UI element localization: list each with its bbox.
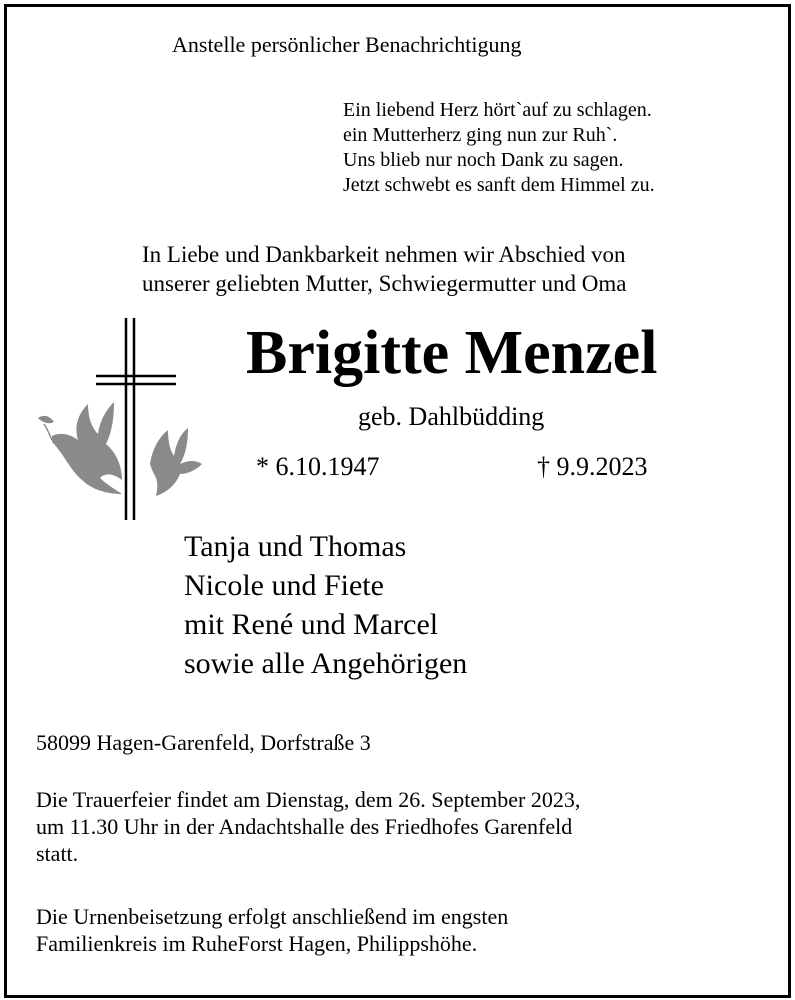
poem-line: Ein liebend Herz hört`auf zu schlagen. <box>343 99 652 121</box>
dove-icon <box>38 402 122 494</box>
deceased-name: Brigitte Menzel <box>246 319 658 387</box>
poem-line: ein Mutterherz ging nun zur Ruh`. <box>343 124 618 146</box>
burial-line: Die Urnenbeisetzung erfolgt anschließend im engsten <box>36 904 509 929</box>
mourner-line: sowie alle Angehörigen <box>184 647 468 680</box>
mourner-line: Nicole und Fiete <box>184 569 384 602</box>
mourner-line: mit René und Marcel <box>184 608 439 641</box>
ceremony-line: statt. <box>36 841 79 866</box>
birth-date: * 6.10.1947 <box>256 452 380 481</box>
poem-line: Jetzt schwebt es sanft dem Himmel zu. <box>343 174 655 196</box>
burial-line: Familienkreis im RuheForst Hagen, Philippshöhe. <box>36 931 478 956</box>
ceremony-info <box>36 786 580 867</box>
ceremony-line: um 11.30 Uhr in der Andachtshalle des Friedhofes Garenfeld <box>36 814 573 839</box>
address: 58099 Hagen-Garenfeld, Dorfstraße 3 <box>36 730 371 755</box>
farewell-line: unserer geliebten Mutter, Schwiegermutter und Oma <box>142 271 627 296</box>
poem-line: Uns blieb nur noch Dank zu sagen. <box>343 149 624 171</box>
maiden-name: geb. Dahlbüdding <box>358 402 545 431</box>
ceremony-line: Die Trauerfeier findet am Dienstag, dem 26. September 2023, <box>36 787 581 812</box>
intro-line: Anstelle persönlicher Benachrichtigung <box>172 32 522 57</box>
burial-info <box>36 903 508 957</box>
farewell-text <box>142 240 626 298</box>
cross-doves-emblem <box>30 314 210 524</box>
mourner-line: Tanja und Thomas <box>184 530 407 563</box>
dove-icon <box>150 428 202 496</box>
death-date: † 9.9.2023 <box>537 452 648 481</box>
farewell-line: In Liebe und Dankbarkeit nehmen wir Abschied von <box>142 242 626 267</box>
mourners-list <box>184 527 467 683</box>
poem <box>343 98 655 198</box>
